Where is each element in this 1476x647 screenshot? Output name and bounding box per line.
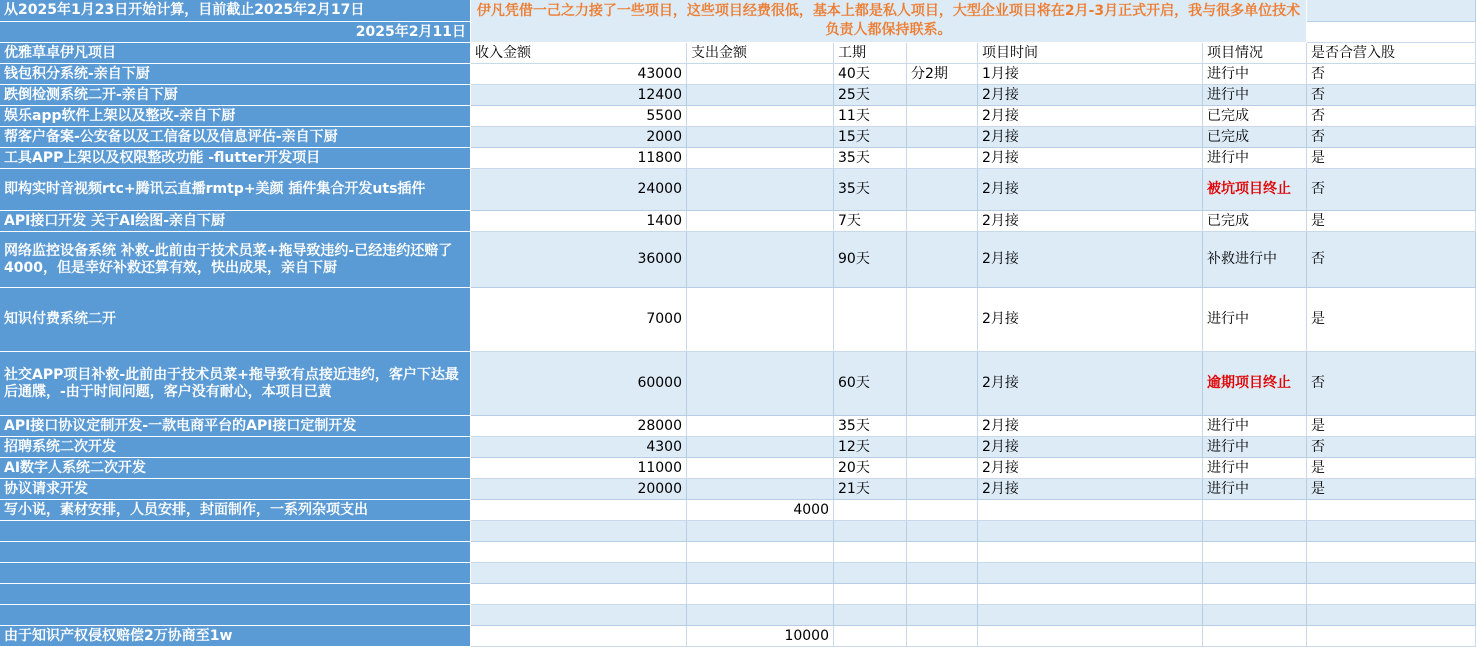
cell-time[interactable]: 2月接 — [978, 479, 1203, 500]
cell-income[interactable]: 5500 — [471, 106, 687, 127]
cell-expense[interactable] — [687, 458, 834, 479]
cell-note[interactable] — [907, 500, 978, 521]
cell-expense[interactable] — [687, 584, 834, 605]
cell-income[interactable]: 11000 — [471, 458, 687, 479]
cell-expense[interactable] — [687, 85, 834, 106]
cell-equity[interactable] — [1307, 584, 1476, 605]
cell-income[interactable]: 36000 — [471, 232, 687, 288]
top-right-cell[interactable] — [1307, 0, 1476, 22]
cell-project[interactable]: 跌倒检测系统二开-亲自下厨 — [0, 85, 471, 106]
cell-note[interactable] — [907, 458, 978, 479]
cell-equity[interactable]: 否 — [1307, 232, 1476, 288]
cell-note[interactable] — [907, 148, 978, 169]
cell-time[interactable] — [978, 626, 1203, 647]
cell-time[interactable]: 2月接 — [978, 416, 1203, 437]
cell-time[interactable]: 2月接 — [978, 148, 1203, 169]
cell-status[interactable]: 已完成 — [1203, 127, 1307, 148]
cell-status[interactable]: 进行中 — [1203, 416, 1307, 437]
cell-duration[interactable]: 20天 — [834, 458, 907, 479]
cell-equity[interactable]: 否 — [1307, 169, 1476, 211]
cell-status[interactable] — [1203, 563, 1307, 584]
header-equity[interactable]: 是否合营入股 — [1307, 43, 1476, 64]
cell-duration[interactable] — [834, 584, 907, 605]
cell-duration[interactable]: 35天 — [834, 416, 907, 437]
cell-duration[interactable]: 40天 — [834, 64, 907, 85]
cell-income[interactable] — [471, 500, 687, 521]
cell-status[interactable]: 进行中 — [1203, 148, 1307, 169]
cell-equity[interactable]: 是 — [1307, 458, 1476, 479]
cell-project[interactable]: 钱包积分系统-亲自下厨 — [0, 64, 471, 85]
cell-status[interactable] — [1203, 542, 1307, 563]
cell-note[interactable] — [907, 416, 978, 437]
cell-time[interactable] — [978, 584, 1203, 605]
header-expense[interactable]: 支出金额 — [687, 43, 834, 64]
cell-expense[interactable] — [687, 211, 834, 232]
cell-income[interactable]: 7000 — [471, 288, 687, 352]
cell-status[interactable]: 进行中 — [1203, 479, 1307, 500]
cell-income[interactable]: 24000 — [471, 169, 687, 211]
cell-note[interactable] — [907, 169, 978, 211]
cell-time[interactable] — [978, 521, 1203, 542]
cell-note[interactable] — [907, 563, 978, 584]
header-status[interactable]: 项目情况 — [1203, 43, 1307, 64]
cell-note[interactable] — [907, 542, 978, 563]
cell-time[interactable]: 2月接 — [978, 288, 1203, 352]
cell-equity[interactable]: 否 — [1307, 437, 1476, 458]
cell-status[interactable]: 进行中 — [1203, 85, 1307, 106]
cell-project[interactable]: 写小说，素材安排，人员安排，封面制作，一系列杂项支出 — [0, 500, 471, 521]
cell-expense[interactable] — [687, 542, 834, 563]
cell-equity[interactable]: 是 — [1307, 416, 1476, 437]
cell-time[interactable]: 2月接 — [978, 211, 1203, 232]
cell-status[interactable]: 补救进行中 — [1203, 232, 1307, 288]
cell-expense[interactable] — [687, 64, 834, 85]
cell-project[interactable]: 招聘系统二次开发 — [0, 437, 471, 458]
cell-duration[interactable]: 60天 — [834, 352, 907, 416]
cell-equity[interactable] — [1307, 542, 1476, 563]
cell-time[interactable]: 2月接 — [978, 458, 1203, 479]
cell-duration[interactable] — [834, 521, 907, 542]
cell-equity[interactable] — [1307, 605, 1476, 626]
cell-project[interactable] — [0, 542, 471, 563]
cell-project[interactable]: API接口协议定制开发-一款电商平台的API接口定制开发 — [0, 416, 471, 437]
cell-note[interactable] — [907, 211, 978, 232]
cell-project[interactable]: AI数字人系统二次开发 — [0, 458, 471, 479]
cell-expense[interactable] — [687, 605, 834, 626]
cell-duration[interactable] — [834, 542, 907, 563]
cell-status[interactable] — [1203, 500, 1307, 521]
cell-duration[interactable] — [834, 626, 907, 647]
cell-income[interactable] — [471, 521, 687, 542]
header-note[interactable] — [907, 43, 978, 64]
cell-equity[interactable]: 否 — [1307, 64, 1476, 85]
cell-note[interactable] — [907, 352, 978, 416]
cell-expense[interactable] — [687, 479, 834, 500]
cell-duration[interactable]: 35天 — [834, 169, 907, 211]
cell-income[interactable]: 1400 — [471, 211, 687, 232]
cell-expense[interactable] — [687, 127, 834, 148]
cell-equity[interactable]: 否 — [1307, 106, 1476, 127]
cell-note[interactable] — [907, 437, 978, 458]
cell-equity[interactable]: 否 — [1307, 127, 1476, 148]
header-project[interactable]: 优雅草卓伊凡项目 — [0, 43, 471, 64]
cell-status[interactable]: 进行中 — [1203, 437, 1307, 458]
cell-equity[interactable] — [1307, 500, 1476, 521]
cell-project[interactable]: 工具APP上架以及权限整改功能 -flutter开发项目 — [0, 148, 471, 169]
cell-status[interactable]: 进行中 — [1203, 458, 1307, 479]
cell-income[interactable] — [471, 626, 687, 647]
cell-note[interactable] — [907, 479, 978, 500]
cell-duration[interactable] — [834, 500, 907, 521]
cell-time[interactable]: 2月接 — [978, 437, 1203, 458]
cell-note[interactable] — [907, 521, 978, 542]
cell-expense[interactable] — [687, 148, 834, 169]
cell-expense[interactable] — [687, 169, 834, 211]
notice-cell[interactable]: 伊凡凭借一己之力接了一些项目，这些项目经费很低，基本上都是私人项目，大型企业项目将在2月-3月正式开启，我与很多单位技术负责人都保持联系。 — [471, 0, 1307, 43]
cell-note[interactable] — [907, 106, 978, 127]
cell-time[interactable] — [978, 500, 1203, 521]
cell-income[interactable]: 28000 — [471, 416, 687, 437]
cell-note[interactable] — [907, 605, 978, 626]
cell-equity[interactable]: 是 — [1307, 211, 1476, 232]
cell-project[interactable] — [0, 563, 471, 584]
cell-note[interactable] — [907, 232, 978, 288]
cell-duration[interactable]: 25天 — [834, 85, 907, 106]
cell-equity[interactable]: 是 — [1307, 288, 1476, 352]
cell-time[interactable] — [978, 563, 1203, 584]
cell-income[interactable]: 43000 — [471, 64, 687, 85]
cell-expense[interactable] — [687, 288, 834, 352]
cell-project[interactable]: 帮客户备案-公安备以及工信备以及信息评估-亲自下厨 — [0, 127, 471, 148]
cell-project[interactable] — [0, 521, 471, 542]
cell-time[interactable]: 2月接 — [978, 232, 1203, 288]
cell-expense[interactable] — [687, 437, 834, 458]
cell-duration[interactable]: 11天 — [834, 106, 907, 127]
cell-project[interactable] — [0, 605, 471, 626]
cell-note[interactable] — [907, 626, 978, 647]
cell-project[interactable]: 知识付费系统二开 — [0, 288, 471, 352]
cell-status[interactable] — [1203, 626, 1307, 647]
cell-project[interactable]: 由于知识产权侵权赔偿2万协商至1w — [0, 626, 471, 647]
cell-duration[interactable]: 7天 — [834, 211, 907, 232]
cell-expense[interactable] — [687, 563, 834, 584]
cell-time[interactable]: 2月接 — [978, 352, 1203, 416]
cell-expense[interactable] — [687, 416, 834, 437]
cell-income[interactable]: 60000 — [471, 352, 687, 416]
cell-note[interactable]: 分2期 — [907, 64, 978, 85]
cell-income[interactable] — [471, 584, 687, 605]
cell-expense[interactable] — [687, 521, 834, 542]
cell-time[interactable]: 1月接 — [978, 64, 1203, 85]
cell-expense[interactable]: 4000 — [687, 500, 834, 521]
cell-equity[interactable] — [1307, 563, 1476, 584]
cell-status[interactable]: 被坑项目终止 — [1203, 169, 1307, 211]
cell-expense[interactable]: 10000 — [687, 626, 834, 647]
cell-equity[interactable] — [1307, 626, 1476, 647]
cell-time[interactable] — [978, 542, 1203, 563]
cell-expense[interactable] — [687, 232, 834, 288]
cell-duration[interactable]: 90天 — [834, 232, 907, 288]
cell-income[interactable]: 12400 — [471, 85, 687, 106]
cell-duration[interactable]: 21天 — [834, 479, 907, 500]
cell-time[interactable]: 2月接 — [978, 85, 1203, 106]
period-cell[interactable]: 从2025年1月23日开始计算，目前截止2025年2月17日 — [0, 0, 471, 22]
cell-project[interactable] — [0, 584, 471, 605]
cell-income[interactable] — [471, 605, 687, 626]
cell-status[interactable] — [1203, 584, 1307, 605]
cell-duration[interactable]: 35天 — [834, 148, 907, 169]
cell-note[interactable] — [907, 584, 978, 605]
cell-status[interactable]: 已完成 — [1203, 106, 1307, 127]
cell-duration[interactable] — [834, 563, 907, 584]
cell-time[interactable] — [978, 605, 1203, 626]
cell-project[interactable]: 即构实时音视频rtc+腾讯云直播rmtp+美颜 插件集合开发uts插件 — [0, 169, 471, 211]
cell-status[interactable]: 进行中 — [1203, 64, 1307, 85]
cell-income[interactable]: 11800 — [471, 148, 687, 169]
cell-duration[interactable]: 15天 — [834, 127, 907, 148]
cell-note[interactable] — [907, 288, 978, 352]
cell-income[interactable] — [471, 542, 687, 563]
cell-project[interactable]: API接口开发 关于AI绘图-亲自下厨 — [0, 211, 471, 232]
header-duration[interactable]: 工期 — [834, 43, 907, 64]
cell-note[interactable] — [907, 127, 978, 148]
cell-income[interactable] — [471, 563, 687, 584]
cell-expense[interactable] — [687, 352, 834, 416]
cell-duration[interactable]: 12天 — [834, 437, 907, 458]
cell-income[interactable]: 20000 — [471, 479, 687, 500]
cell-equity[interactable]: 否 — [1307, 352, 1476, 416]
cell-income[interactable]: 4300 — [471, 437, 687, 458]
top-right-cell-2[interactable] — [1307, 22, 1476, 43]
cell-status[interactable]: 进行中 — [1203, 288, 1307, 352]
header-time[interactable]: 项目时间 — [978, 43, 1203, 64]
cell-duration[interactable] — [834, 288, 907, 352]
cell-income[interactable]: 2000 — [471, 127, 687, 148]
cell-project[interactable]: 网络监控设备系统 补救-此前由于技术员菜+拖导致违约-已经违约还赔了4000，但是幸好补救还算有效，快出成果，亲自下厨 — [0, 232, 471, 288]
cell-status[interactable]: 逾期项目终止 — [1203, 352, 1307, 416]
cell-time[interactable]: 2月接 — [978, 127, 1203, 148]
cell-time[interactable]: 2月接 — [978, 106, 1203, 127]
cell-time[interactable]: 2月接 — [978, 169, 1203, 211]
date-cell[interactable]: 2025年2月11日 — [0, 22, 471, 43]
cell-status[interactable]: 已完成 — [1203, 211, 1307, 232]
cell-note[interactable] — [907, 85, 978, 106]
cell-equity[interactable]: 是 — [1307, 148, 1476, 169]
cell-status[interactable] — [1203, 521, 1307, 542]
cell-equity[interactable] — [1307, 521, 1476, 542]
cell-status[interactable] — [1203, 605, 1307, 626]
cell-project[interactable]: 社交APP项目补救-此前由于技术员菜+拖导致有点接近违约，客户下达最后通牒，-由于时间问题，客户没有耐心，本项目已黄 — [0, 352, 471, 416]
cell-equity[interactable]: 否 — [1307, 85, 1476, 106]
cell-duration[interactable] — [834, 605, 907, 626]
cell-project[interactable]: 协议请求开发 — [0, 479, 471, 500]
header-income[interactable]: 收入金额 — [471, 43, 687, 64]
cell-expense[interactable] — [687, 106, 834, 127]
cell-project[interactable]: 娱乐app软件上架以及整改-亲自下厨 — [0, 106, 471, 127]
cell-equity[interactable]: 是 — [1307, 479, 1476, 500]
